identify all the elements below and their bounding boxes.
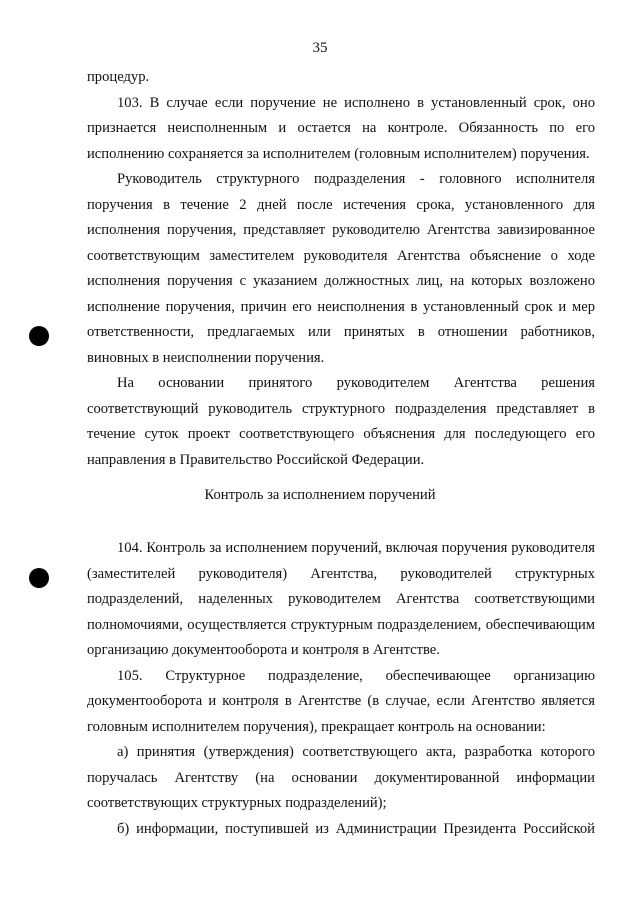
text-line: (заместителей руководителя) Агентства, руководителей структурных xyxy=(87,565,595,582)
text-line: б) информации, поступившей из Администрации Президента Российской xyxy=(117,820,595,837)
text-line: организацию документооборота и контроля в Агентстве. xyxy=(87,642,440,658)
text-line: 105. Структурное подразделение, обеспечивающее организацию xyxy=(117,667,595,684)
punch-hole-mark xyxy=(29,568,49,588)
text-line: головным исполнителем поручения), прекращает контроль на основании: xyxy=(87,718,546,735)
text-line: На основании принятого руководителем Агентства решения xyxy=(117,375,595,391)
text-line: исполнению сохраняется за исполнителем (головным исполнителем) поручения. xyxy=(87,145,590,162)
text-line: поручалась Агентству (на основании документированной информации xyxy=(87,769,595,786)
text-line: полномочиями, осуществляется структурным подразделением, обеспечивающим xyxy=(87,616,595,633)
text-line: поручения в течение 2 дней после истечения срока, установленного для xyxy=(87,196,595,213)
text-line: виновных в неисполнении поручения. xyxy=(87,349,325,366)
text-line: документооборота и контроля в Агентстве (в случае, если Агентство является xyxy=(87,693,595,709)
text-line: соответствующим заместителем руководителя Агентства объяснение о ходе xyxy=(87,247,595,264)
text-line: Руководитель структурного подразделения - головного исполнителя xyxy=(117,171,595,187)
text-line: направления в Правительство Российской Федерации. xyxy=(87,451,425,468)
text-line: процедур. xyxy=(87,69,150,85)
section-heading: Контроль за исполнением поручений xyxy=(204,487,436,503)
text-line: соответствующий руководитель структурного подразделения представляет в xyxy=(87,400,595,417)
text-line: 103. В случае если поручение не исполнено в установленный срок, оно xyxy=(117,94,595,111)
text-line: 104. Контроль за исполнением поручений, включая поручения руководителя xyxy=(117,540,595,556)
text-line: ответственности, предлагаемых или принятых в отношении работников, xyxy=(87,324,595,340)
text-line: подразделений, наделенных руководителем Агентства соответствующими xyxy=(87,591,595,607)
text-line: течение суток проект соответствующего объяснения для последующего его xyxy=(87,426,595,442)
text-block-bottom xyxy=(87,536,595,842)
text-line: исполнения поручения, представляет руководителю Агентства завизированное xyxy=(87,222,595,238)
text-block-top xyxy=(87,65,595,473)
text-line: исполнение поручения, причин его неисполнения в установленный срок и мер xyxy=(87,298,595,315)
page-number: 35 xyxy=(312,40,328,56)
text-line: а) принятия (утверждения) соответствующего акта, разработка которого xyxy=(117,744,595,760)
text-line: исполнения поручения с указанием должностных лиц, на которых возложено xyxy=(87,273,595,289)
text-line: соответствующих структурных подразделений); xyxy=(87,795,387,811)
punch-hole-mark xyxy=(29,326,49,346)
text-line: признается неисполненным и остается на контроле. Обязанность по его xyxy=(87,120,595,136)
